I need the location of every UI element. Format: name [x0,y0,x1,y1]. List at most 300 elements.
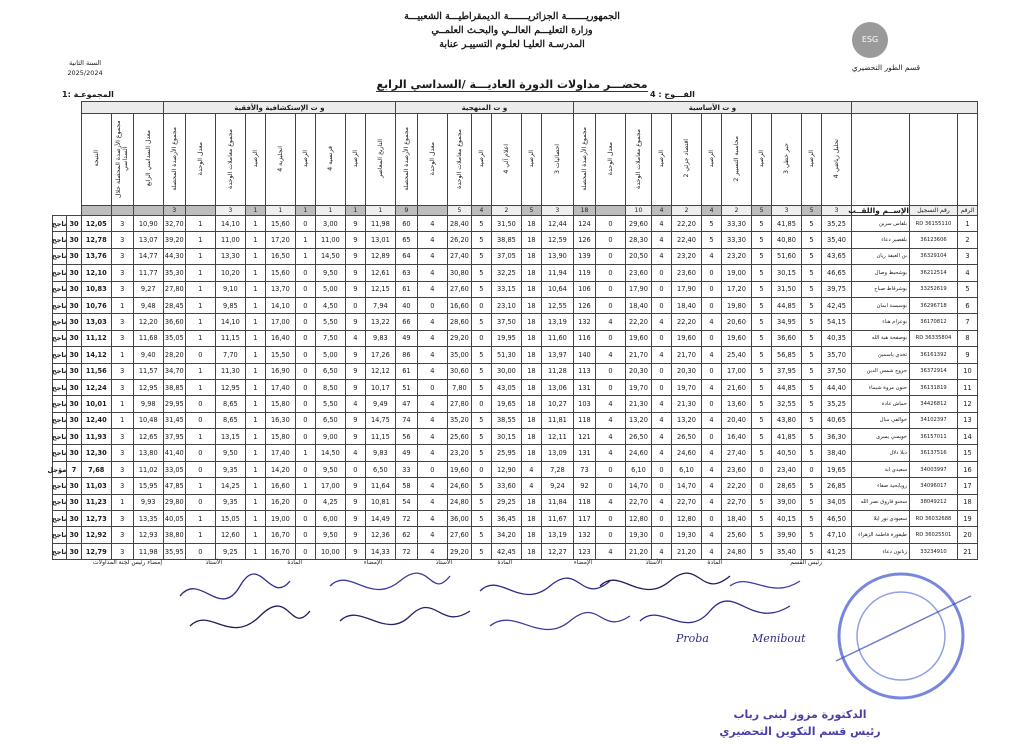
grade-cell: 5 [751,429,771,445]
department-label: قسم الطور التحضيري [851,63,921,72]
grade-cell: 30 [67,248,81,264]
grade-cell: 1 [185,216,215,232]
grade-cell: 0 [701,265,721,281]
signatures-area [170,566,830,656]
grade-cell: 131 [573,379,595,395]
student-name: بوسيسة ايمان [851,297,909,313]
table-row [53,379,978,395]
grade-cell: 0 [295,511,315,527]
grade-cell: 5 [471,265,491,281]
grade-cell: 5 [751,248,771,264]
col-avg-meth: معدل الوحدة [417,114,447,206]
grade-cell: 5 [471,363,491,379]
col-credit: الرصيد [701,114,721,206]
grade-cell: 15,95 [133,478,163,494]
grade-cell: 26,50 [625,429,651,445]
grade-cell: 4 [521,478,541,494]
grade-cell: 1 [185,232,215,248]
grade-cell: 5 [751,379,771,395]
grade-cell: 73 [573,461,595,477]
grade-cell: 1 [185,511,215,527]
result-cell: ناجح [53,281,67,297]
grade-cell: 9 [345,314,365,330]
unit-group-row [53,102,978,114]
col-micro: جبر خطي 3 [771,114,801,206]
grade-cell: 58 [395,478,417,494]
grade-cell: 44,85 [771,379,801,395]
grade-cell: 18 [521,281,541,297]
grade-cell: 0 [295,314,315,330]
grade-cell: 14,25 [215,478,245,494]
grade-cell: 16,40 [265,330,295,346]
grade-cell: 17,40 [265,445,295,461]
col-coef-meth: مجموع معاملات الوحدة [447,114,471,206]
grade-cell: 8,65 [215,396,245,412]
grade-cell: 60 [395,216,417,232]
school-line: المدرسـة العليـا لعلـوم التسييـر عنابة [439,39,585,50]
table-row [53,494,978,510]
grade-cell: 5 [801,347,821,363]
grade-cell: 34,95 [771,314,801,330]
registration-number: 36123606 [910,232,958,248]
col-cred-fund: مجموع الأرصدة المحصلة [573,114,595,206]
table-row [53,297,978,313]
result-cell: ناجح [53,248,67,264]
registration-number: 36161392 [910,347,958,363]
grade-cell: 1 [245,248,265,264]
grade-cell: 0 [471,461,491,477]
registration-number: 36157011 [910,429,958,445]
grade-cell: 1 [245,461,265,477]
table-row [53,543,978,559]
registration-number: 36131819 [910,379,958,395]
grade-cell: 5 [801,232,821,248]
table-row [53,478,978,494]
grade-cell: 37,95 [163,429,185,445]
registration-number: 36137516 [910,445,958,461]
grade-cell: 132 [573,314,595,330]
signature-scribble [480,578,610,594]
table-row [53,314,978,330]
grade-cell: 9,49 [365,396,395,412]
grade-cell: 47,85 [163,478,185,494]
grade-cell: 6,50 [315,412,345,428]
grade-cell: 32,55 [771,396,801,412]
grade-cell: 0 [295,216,315,232]
grade-cell: 11,84 [541,494,573,510]
grade-cell: 0 [295,330,315,346]
grade-cell: 4 [701,478,721,494]
label-signature-2: الإمضاء [363,559,382,566]
grade-cell: 1 [245,543,265,559]
grade-cell: 41,85 [771,429,801,445]
row-number: 3 [958,248,978,264]
grade-cell: 4 [417,494,447,510]
republic-line: الجمهوريـــــــة الجزائريـــــــة الديمقراطيـــة الشعبيـــة [404,11,620,22]
grade-cell: 33,15 [491,281,521,297]
grade-cell: 4 [417,314,447,330]
grade-cell: 9 [345,478,365,494]
grade-cell: 4 [701,314,721,330]
table-row [53,511,978,527]
grade-cell: 1 [111,396,133,412]
grade-cell: 13,76 [81,248,111,264]
grade-cell: 16,60 [265,478,295,494]
grade-cell: 12,93 [133,527,163,543]
grade-cell: 18 [521,412,541,428]
grade-cell: 35,20 [447,412,471,428]
result-cell: ناجح [53,511,67,527]
grade-cell: 1 [245,511,265,527]
grade-cell: 9,93 [133,494,163,510]
grade-cell: 4 [651,396,671,412]
grade-cell: 0 [295,494,315,510]
grade-cell: 0 [295,265,315,281]
grade-cell: 25,40 [721,347,751,363]
grade-cell: 24,60 [625,445,651,461]
grade-cell: 5 [471,248,491,264]
grade-cell: 20,30 [671,363,701,379]
grade-cell: 19,95 [491,330,521,346]
grade-cell: 12,80 [625,511,651,527]
grade-cell: 126 [573,232,595,248]
school-logo: ESG [852,22,888,58]
grade-cell: 9,25 [215,543,245,559]
grade-cell: 38,40 [821,445,851,461]
grade-cell: 22,20 [671,216,701,232]
grade-cell: 4 [651,494,671,510]
grade-cell: 22,70 [671,494,701,510]
grade-cell: 65 [395,232,417,248]
grade-cell: 1 [245,363,265,379]
grade-cell: 51 [395,379,417,395]
grade-cell: 4 [701,527,721,543]
grade-cell: 26,85 [821,478,851,494]
grade-cell: 21,70 [671,347,701,363]
grade-cell: 9,40 [133,347,163,363]
table-row [53,216,978,232]
grade-cell: 18,40 [671,297,701,313]
grade-cell: 4 [417,347,447,363]
grade-cell: 5 [751,297,771,313]
grade-cell: 0 [417,297,447,313]
grade-cell: 19,30 [625,527,651,543]
grade-cell: 12,78 [81,232,111,248]
grade-cell: 36,60 [771,330,801,346]
grade-cell: 11,15 [365,429,395,445]
grade-cell: 0 [295,527,315,543]
table-row [53,396,978,412]
grade-cell: 19,60 [671,330,701,346]
grade-cell: 36,30 [821,429,851,445]
grade-cell: 34,70 [163,363,185,379]
student-name: تخدي ياسمين [851,347,909,363]
grade-cell: 4 [417,248,447,264]
grade-cell: 18 [521,314,541,330]
grade-cell: 4 [417,511,447,527]
signature-scribble [730,581,800,588]
signature-scribble [330,573,450,589]
grade-cell: 14,33 [365,543,395,559]
grade-cell: 4 [417,232,447,248]
student-name: حماش غادة [851,396,909,412]
grade-cell: 63 [395,265,417,281]
table-row [53,330,978,346]
grade-cell: 5 [471,412,491,428]
col-result: النتيجة [81,114,111,206]
grade-cell: 0 [471,330,491,346]
grade-cell: 47,10 [821,527,851,543]
grade-cell: 5 [751,314,771,330]
grade-cell: 14,70 [671,478,701,494]
grade-cell: 3 [111,330,133,346]
grade-cell: 0 [595,297,625,313]
grade-cell: 30,80 [447,265,471,281]
col-fin: اقتصاد جزئي 2 [671,114,701,206]
grade-cell: 72 [395,543,417,559]
grade-cell: 9 [345,412,365,428]
grade-cell: 30,60 [447,363,471,379]
col-english: انجليزية 4 [265,114,295,206]
grade-cell: 4 [417,216,447,232]
grade-cell: 0 [701,330,721,346]
grade-cell: 18 [521,396,541,412]
grade-cell: 16,40 [721,429,751,445]
grade-cell: 43,80 [771,412,801,428]
grade-cell: 23,20 [671,248,701,264]
grade-cell: 17,90 [671,281,701,297]
grade-cell: 49 [395,445,417,461]
grade-cell: 0 [595,363,625,379]
grade-cell: 12,30 [81,445,111,461]
grade-cell: 16,70 [265,527,295,543]
grade-cell: 14,49 [365,511,395,527]
grade-cell: 4 [595,445,625,461]
grade-cell: 9,35 [215,461,245,477]
grade-cell: 1 [245,494,265,510]
grade-cell: 9 [345,281,365,297]
grade-cell: 5 [751,265,771,281]
grade-cell: 17,40 [265,379,295,395]
grade-cell: 27,80 [447,396,471,412]
col-coef-fund: مجموع معاملات الوحدة [625,114,651,206]
grade-cell: 3 [111,429,133,445]
grade-cell: 42,45 [821,297,851,313]
grade-cell: 0 [651,527,671,543]
grade-cell: 12,89 [365,248,395,264]
grade-cell: 14,70 [625,478,651,494]
grade-cell: 40,65 [821,412,851,428]
grade-cell: 92 [573,478,595,494]
grade-cell: 31,45 [163,412,185,428]
grade-cell: 19,65 [821,461,851,477]
grade-cell: 16,30 [265,412,295,428]
result-cell: ناجح [53,494,67,510]
row-number: 11 [958,379,978,395]
grade-cell: 1 [185,330,215,346]
grade-cell: 12,12 [365,363,395,379]
grade-cell: 0 [651,363,671,379]
grade-cell: 0 [701,429,721,445]
registration-number: 36155110 RD [910,216,958,232]
grade-cell: 12,73 [81,511,111,527]
grade-cell: 140 [573,347,595,363]
grade-cell: 5 [801,396,821,412]
grade-cell: 0 [295,396,315,412]
grade-cell: 46,65 [821,265,851,281]
grade-cell: 116 [573,330,595,346]
grade-cell: 37,95 [771,363,801,379]
col-stat: احصائيات 3 [541,114,573,206]
grade-cell: 4 [521,461,541,477]
grade-cell: 13,20 [671,412,701,428]
signature-scribble [340,607,470,624]
row-number: 8 [958,330,978,346]
student-name: بلقصير دعاء [851,232,909,248]
col-french: فرنسية 4 [315,114,345,206]
grade-cell: 0 [651,330,671,346]
grade-cell: 1 [245,478,265,494]
grade-cell: 4 [417,478,447,494]
grade-cell: 30 [67,379,81,395]
grade-cell: 18 [521,347,541,363]
grade-cell: 6,50 [315,363,345,379]
grade-cell: 4 [595,347,625,363]
grade-cell: 10,64 [541,281,573,297]
grade-cell: 0 [651,379,671,395]
result-cell: ناجح [53,347,67,363]
result-cell: ناجح [53,445,67,461]
grade-cell: 18 [521,216,541,232]
grade-cell: 0 [295,429,315,445]
grade-cell: 27,60 [447,527,471,543]
grade-cell: 13,80 [133,445,163,461]
professor-signature [700,708,900,738]
grade-cell: 11,60 [541,330,573,346]
grade-cell: 12,60 [215,527,245,543]
grade-cell: 28,40 [447,216,471,232]
grade-cell: 23,20 [447,445,471,461]
result-cell: ناجح [53,478,67,494]
label-committee: إمضاء رئيس لجنة المداولات [93,559,162,566]
grade-cell: 3 [111,232,133,248]
grade-cell: 9,00 [315,429,345,445]
grade-cell: 4 [701,379,721,395]
grade-cell: 31,50 [771,281,801,297]
grade-cell: 1 [111,494,133,510]
grade-cell: 51,30 [491,347,521,363]
grade-cell: 30 [67,445,81,461]
grade-cell: 43,05 [491,379,521,395]
grade-cell: 9,35 [215,494,245,510]
grade-cell: 14,10 [215,216,245,232]
result-cell: ناجح [53,232,67,248]
grade-cell: 0 [185,461,215,477]
col-mgmt: محاسبة التسيير 2 [721,114,751,206]
grade-cell: 4 [701,543,721,559]
unit-fundamental: و ت الأساسية [573,102,851,114]
grade-cell: 11,12 [81,330,111,346]
grade-cell: 30 [67,527,81,543]
grade-cell: 4 [595,543,625,559]
grade-cell: 0 [595,478,625,494]
grade-cell: 18 [521,265,541,281]
grade-cell: 39,75 [821,281,851,297]
grade-cell: 30 [67,478,81,494]
grade-cell: 3 [111,281,133,297]
col-coef-disc: مجموع معاملات الوحدة [215,114,245,206]
student-name: بلقاس سرين [851,216,909,232]
grade-cell: 13,30 [215,248,245,264]
grade-cell: 72 [395,511,417,527]
grade-cell: 12,11 [541,429,573,445]
student-name: زناتون دعاء [851,543,909,559]
row-number: 19 [958,511,978,527]
grade-cell: 35,30 [163,265,185,281]
grade-cell: 1 [185,478,215,494]
grade-cell: 28,20 [163,347,185,363]
grade-cell: 27,40 [721,445,751,461]
grade-cell: 14,77 [133,248,163,264]
row-number: 21 [958,543,978,559]
grade-cell: 30 [67,396,81,412]
row-number: 5 [958,281,978,297]
grade-cell: 0 [595,281,625,297]
grade-cell: 16,90 [265,363,295,379]
grade-cell: 10,81 [365,494,395,510]
grade-cell: 5,00 [315,347,345,363]
grade-cell: 24,60 [671,445,701,461]
grade-cell: 3 [111,248,133,264]
grade-cell: 9,83 [365,330,395,346]
grade-cell: 0 [471,396,491,412]
student-name: خوالفي منال [851,412,909,428]
row-number: 1 [958,216,978,232]
grade-cell: 22,70 [625,494,651,510]
result-cell: ناجح [53,363,67,379]
grade-cell: 1 [245,379,265,395]
grade-cell: 5 [801,314,821,330]
grade-cell: 13,19 [541,527,573,543]
grade-cell: 13,20 [625,412,651,428]
row-number: 2 [958,232,978,248]
grade-cell: 12,90 [491,461,521,477]
grade-cell: 5 [471,478,491,494]
col-order-label: الرقم [958,206,978,216]
grade-cell: 22,20 [721,478,751,494]
result-cell: مؤجل [53,461,67,477]
grade-cell: 3 [111,363,133,379]
grade-cell: 16,50 [265,248,295,264]
grade-cell: 5 [751,543,771,559]
row-number: 9 [958,347,978,363]
grade-cell: 12,80 [671,511,701,527]
row-number: 20 [958,527,978,543]
grade-cell: 13,07 [133,232,163,248]
col-info: اعلام آلي 4 [491,114,521,206]
grade-cell: 5 [801,429,821,445]
grade-cell: 1 [111,412,133,428]
grade-cell: 32,70 [163,216,185,232]
grade-cell: 4 [417,429,447,445]
col-sem-cred: مجموع الأرصدة المحصلة خلال السداسي [111,114,133,206]
grade-cell: 0 [295,461,315,477]
grade-cell: 9,48 [133,297,163,313]
grade-cell: 30 [67,232,81,248]
grade-cell: 1 [245,330,265,346]
grade-cell: 6,10 [625,461,651,477]
grade-cell: 5 [801,248,821,264]
